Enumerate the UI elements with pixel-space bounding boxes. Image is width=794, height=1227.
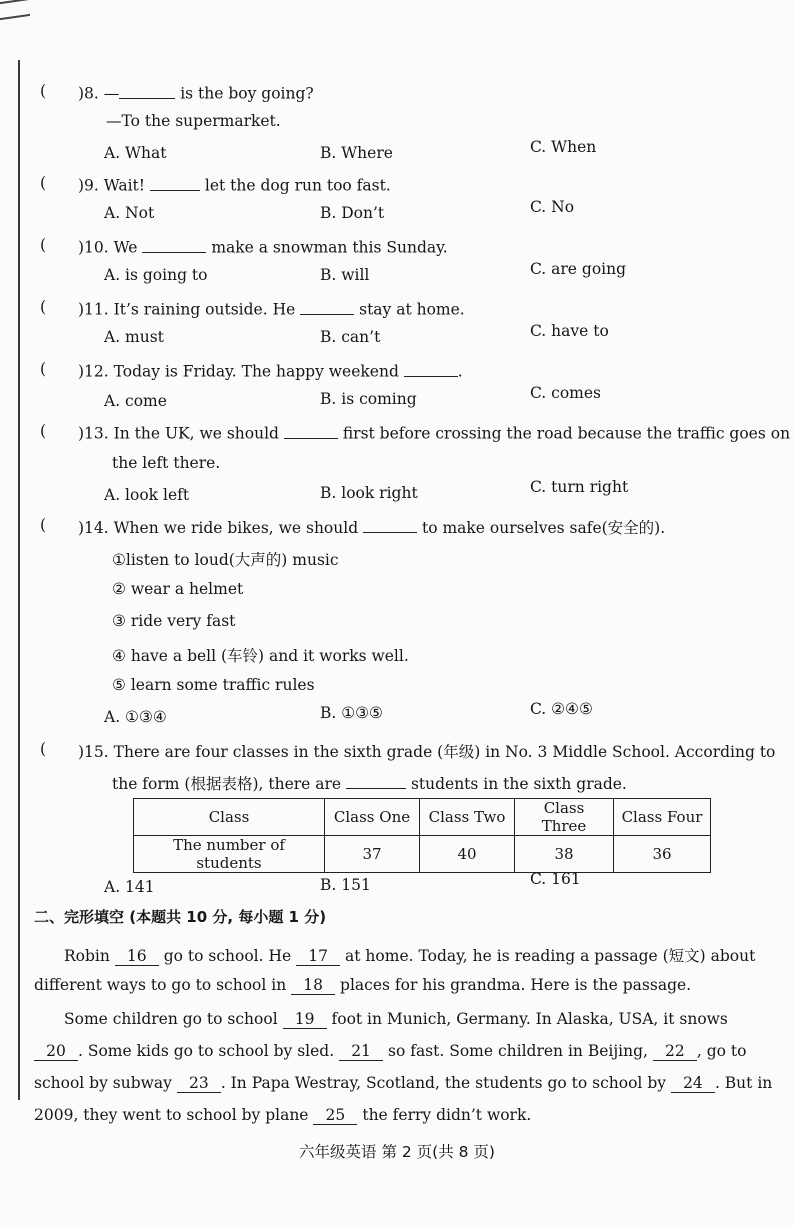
option-b: B. 151 [320, 876, 371, 894]
list-item: ④ have a bell (车铃) and it works well. [112, 647, 409, 665]
table-cell: 37 [325, 836, 420, 873]
option-b: B. is coming [320, 390, 417, 408]
question-line2: —To the supermarket. [106, 112, 281, 130]
option-a: A. Not [104, 204, 155, 222]
option-b: B. ①③⑤ [320, 704, 383, 722]
blank-17[interactable]: 17 [296, 947, 340, 966]
option-c: C. 161 [530, 870, 581, 888]
list-item: ⑤ learn some traffic rules [112, 676, 315, 694]
question-stem: )8. — is the boy going? [78, 82, 314, 103]
option-b: B. can’t [320, 328, 381, 346]
blank-22[interactable]: 22 [653, 1042, 697, 1061]
table-cell: 38 [515, 836, 614, 873]
answer-blank[interactable] [119, 82, 175, 99]
blank-20[interactable]: 20 [34, 1042, 78, 1061]
option-b: B. Where [320, 144, 393, 162]
question-stem: )14. When we ride bikes, we should to make ourselves safe(安全的). [78, 516, 665, 538]
answer-blank[interactable] [346, 773, 406, 790]
passage-line: Robin 16 go to school. He 17 at home. Today, he is reading a passage (短文) about [64, 947, 756, 965]
table-cell: 36 [614, 836, 711, 873]
table-row [134, 836, 711, 873]
option-b: B. will [320, 266, 370, 284]
answer-paren: ( [40, 174, 47, 192]
blank-25[interactable]: 25 [313, 1106, 357, 1125]
option-a: A. ①③④ [104, 708, 167, 726]
page-footer: 六年级英语 第 2 页(共 8 页) [299, 1143, 495, 1161]
option-a: A. look left [104, 486, 190, 504]
passage-line: different ways to go to school in 18 places for his grandma. Here is the passage. [34, 976, 692, 994]
passage-line: school by subway 23 . In Papa Westray, Scotland, the students go to school by 24 . But in [34, 1074, 773, 1092]
blank-18[interactable]: 18 [291, 976, 335, 995]
question-line2: the left there. [112, 454, 221, 472]
list-item: ③ ride very fast [112, 612, 236, 630]
list-item: ② wear a helmet [112, 580, 244, 598]
students-table [133, 798, 711, 873]
option-c: C. turn right [530, 478, 629, 496]
answer-paren: ( [40, 422, 47, 440]
blank-21[interactable]: 21 [339, 1042, 383, 1061]
answer-paren: ( [40, 298, 47, 316]
answer-paren: ( [40, 516, 47, 534]
answer-paren: ( [40, 82, 47, 100]
question-line2: the form (根据表格), there are students in the sixth grade. [112, 772, 627, 794]
answer-blank[interactable] [300, 298, 354, 315]
answer-paren: ( [40, 740, 47, 758]
option-c: C. are going [530, 260, 627, 278]
answer-blank[interactable] [284, 422, 338, 439]
option-c: C. comes [530, 384, 601, 402]
option-a: A. come [104, 392, 167, 410]
table-header-row [134, 799, 711, 836]
option-b: B. look right [320, 484, 418, 502]
option-c: C. have to [530, 322, 609, 340]
option-a: A. What [104, 144, 167, 162]
answer-paren: ( [40, 360, 47, 378]
option-b: B. Don’t [320, 204, 385, 222]
section-title: 二、完形填空 (本题共 10 分, 每小题 1 分) [34, 908, 327, 926]
margin-line [18, 60, 20, 1100]
option-c: C. ②④⑤ [530, 700, 593, 718]
option-a: A. is going to [104, 266, 208, 284]
question-stem: )11. It’s raining outside. He stay at home. [78, 298, 465, 319]
passage-line: 20 . Some kids go to school by sled. 21 so fast. Some children in Beijing, 22 , go to [34, 1042, 744, 1061]
table-header: Class One [325, 799, 420, 836]
blank-24[interactable]: 24 [671, 1074, 715, 1093]
list-item: ①listen to loud(大声的) music [112, 551, 339, 569]
row-label: The number of students [134, 836, 325, 873]
passage-line: 2009, they went to school by plane 25 the ferry didn’t work. [34, 1106, 532, 1124]
answer-blank[interactable] [363, 517, 417, 534]
answer-paren: ( [40, 236, 47, 254]
corner-mark [0, 0, 30, 20]
answer-blank[interactable] [150, 174, 200, 191]
option-a: A. 141 [104, 878, 155, 896]
blank-23[interactable]: 23 [177, 1074, 221, 1093]
table-cell: 40 [420, 836, 515, 873]
blank-19[interactable]: 19 [283, 1010, 327, 1029]
table-header: Class Three [515, 799, 614, 836]
table-header: Class Four [614, 799, 711, 836]
blank-16[interactable]: 16 [115, 947, 159, 966]
answer-blank[interactable] [142, 236, 206, 253]
question-stem: )12. Today is Friday. The happy weekend . [78, 360, 463, 381]
question-stem: )10. We make a snowman this Sunday. [78, 236, 448, 257]
option-a: A. must [104, 328, 164, 346]
option-c: C. When [530, 138, 597, 156]
option-c: C. No [530, 198, 575, 216]
question-stem: )9. Wait! let the dog run too fast. [78, 174, 391, 195]
table-header: Class Two [420, 799, 515, 836]
question-stem: )15. There are four classes in the sixth grade (年级) in No. 3 Middle School. According to [78, 743, 776, 761]
table-header: Class [134, 799, 325, 836]
answer-blank[interactable] [404, 360, 458, 377]
question-stem: )13. In the UK, we should first before crossing the road because the traffic goes on [78, 422, 790, 443]
passage-line: Some children go to school 19 foot in Munich, Germany. In Alaska, USA, it snows [64, 1010, 728, 1028]
